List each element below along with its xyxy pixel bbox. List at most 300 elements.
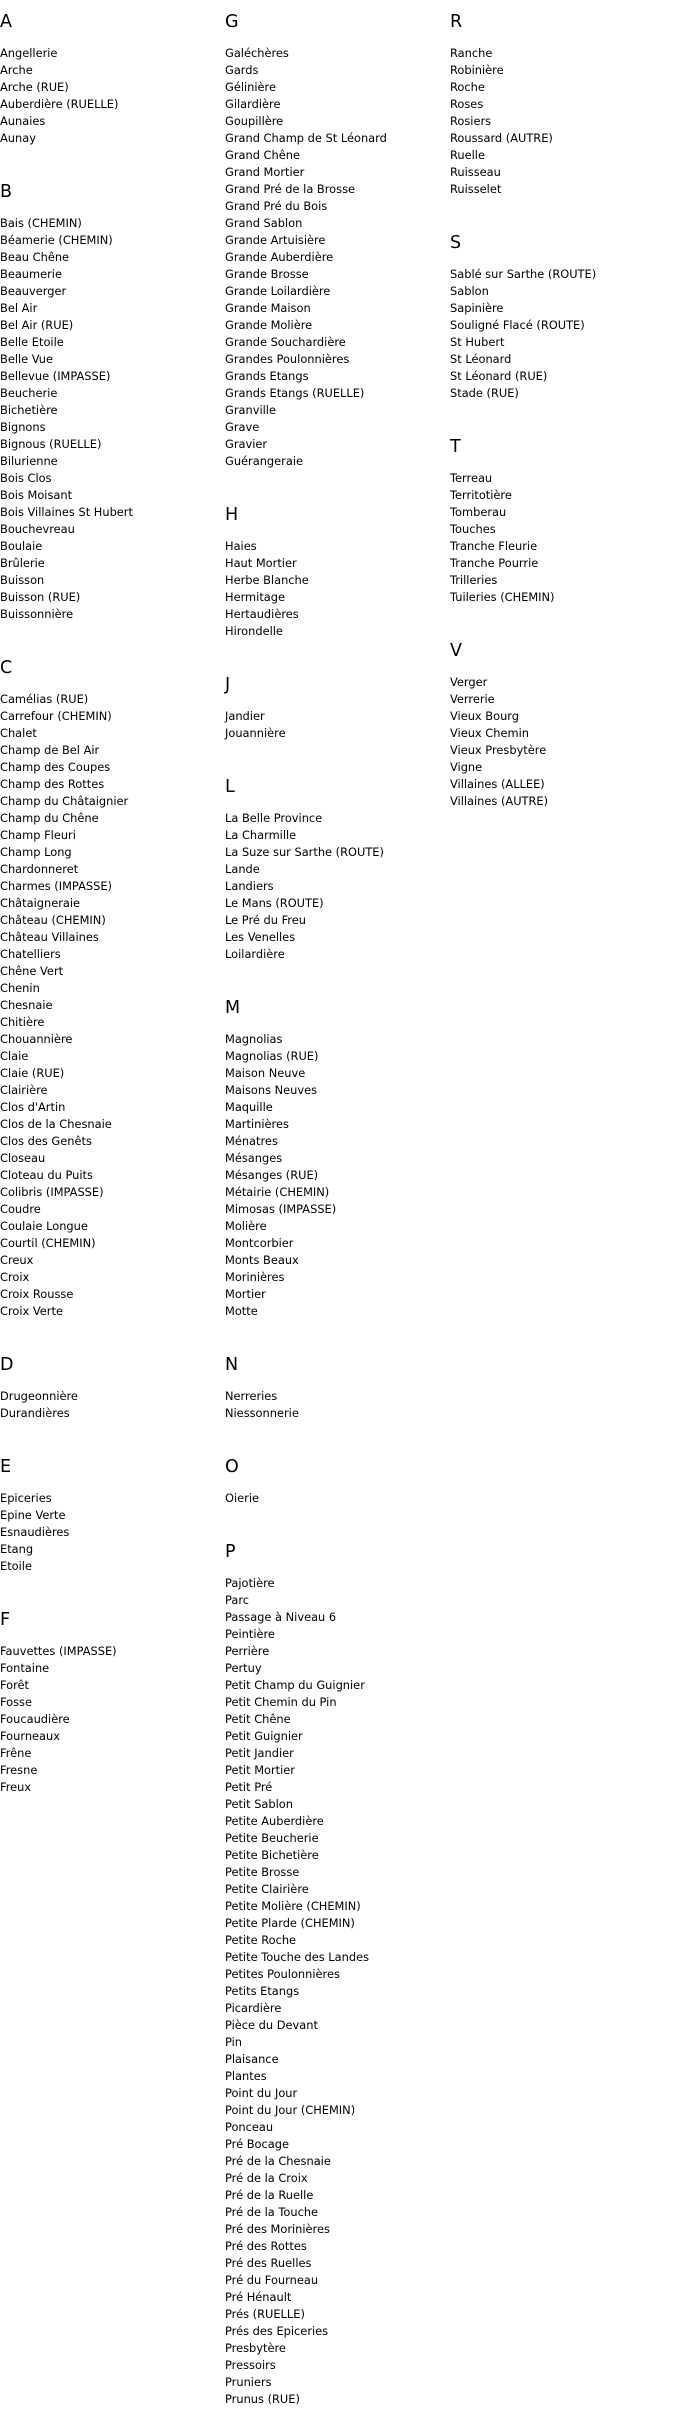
section-letter-heading: H (225, 505, 239, 525)
street-name: Grand Pré de la Brosse (225, 182, 356, 196)
street-name: La Charmille (225, 828, 297, 842)
street-name: Petite Molière (CHEMIN) (225, 1899, 361, 1913)
street-name: Colibris (IMPASSE) (0, 1185, 104, 1199)
street-name: Verrerie (450, 692, 495, 706)
street-name: Mortier (225, 1287, 266, 1301)
section-spacer (0, 1422, 220, 1446)
letter-section (450, 11, 670, 222)
street-name: Hertaudières (225, 607, 299, 621)
street-name: Bois Clos (0, 471, 52, 485)
street-name: Petite Bichetière (225, 1848, 319, 1862)
street-name: Niessonnerie (225, 1406, 299, 1420)
street-name: Champ Fleuri (0, 828, 76, 842)
street-name: Presbytère (225, 2341, 286, 2355)
street-list (225, 708, 445, 742)
street-name: Vieux Presbytère (450, 743, 547, 757)
street-name: Petite Auberdière (225, 1814, 324, 1828)
street-name: Champ Long (0, 845, 72, 859)
street-name: Morinières (225, 1270, 285, 1284)
street-name: Stade (RUE) (450, 386, 519, 400)
street-list (0, 45, 220, 147)
street-name: Chalet (0, 726, 37, 740)
section-letter-heading: P (225, 1542, 236, 1562)
section-spacer (0, 147, 220, 171)
street-list (225, 45, 445, 470)
street-name: Chitière (0, 1015, 45, 1029)
street-name: Forêt (0, 1678, 30, 1692)
street-name: Bel Air (0, 301, 38, 315)
street-name: Coulaie Longue (0, 1219, 88, 1233)
street-name: Herbe Blanche (225, 573, 309, 587)
street-name: Ruisseau (450, 165, 501, 179)
letter-section (450, 436, 670, 630)
street-name: Le Mans (ROUTE) (225, 896, 324, 910)
street-name: Pré des Ruelles (225, 2256, 312, 2270)
section-spacer (0, 1575, 220, 1599)
street-list (450, 45, 670, 198)
letter-section (0, 1609, 220, 1820)
street-name: Villaines (AUTRE) (450, 794, 549, 808)
street-name: Grande Souchardière (225, 335, 346, 349)
street-name: Creux (0, 1253, 34, 1267)
street-name: Sapinière (450, 301, 504, 315)
street-name: Chatelliers (0, 947, 61, 961)
street-name: Métairie (CHEMIN) (225, 1185, 330, 1199)
street-name: Galéchères (225, 46, 289, 60)
street-name: Ruelle (450, 148, 485, 162)
street-name: Petit Guignier (225, 1729, 303, 1743)
street-name: Chenin (0, 981, 40, 995)
street-name: Grands Etangs (RUELLE) (225, 386, 365, 400)
street-name: Rosiers (450, 114, 492, 128)
street-name: Château (CHEMIN) (0, 913, 106, 927)
street-name: Maisons Neuves (225, 1083, 318, 1097)
street-name: Bilurienne (0, 454, 58, 468)
index-column-1 (0, 0, 220, 1820)
street-name: Clos des Genêts (0, 1134, 92, 1148)
street-name: Pré de la Ruelle (225, 2188, 314, 2202)
street-name: Passage à Niveau 6 (225, 1610, 337, 1624)
street-name: Prés des Epiceries (225, 2324, 329, 2338)
street-name: Petite Clairière (225, 1882, 309, 1896)
letter-section (225, 1456, 445, 1531)
street-name: Haut Mortier (225, 556, 297, 570)
street-name: Haies (225, 539, 257, 553)
section-spacer (0, 1796, 220, 1820)
street-list (0, 215, 220, 623)
street-name: St Léonard (450, 352, 512, 366)
street-name: Tomberau (450, 505, 507, 519)
street-name: Petite Beucherie (225, 1831, 319, 1845)
street-name: Champ des Coupes (0, 760, 111, 774)
street-name: Buisson (RUE) (0, 590, 81, 604)
street-name: Chesnaie (0, 998, 53, 1012)
letter-section (225, 674, 445, 766)
street-name: Robinière (450, 63, 504, 77)
street-name: Claie (RUE) (0, 1066, 65, 1080)
street-name: Gélinière (225, 80, 276, 94)
street-name: Terreau (450, 471, 493, 485)
street-name: Cloteau du Puits (0, 1168, 93, 1182)
street-name: Petits Etangs (225, 1984, 300, 1998)
street-name: Fourneaux (0, 1729, 60, 1743)
street-name: Beauverger (0, 284, 67, 298)
street-name: Les Venelles (225, 930, 296, 944)
street-name: Maison Neuve (225, 1066, 306, 1080)
street-name: Freux (0, 1780, 32, 1794)
street-name: Oierie (225, 1491, 259, 1505)
street-name: Bel Air (RUE) (0, 318, 74, 332)
street-name: Mésanges (225, 1151, 283, 1165)
street-name: Closeau (0, 1151, 46, 1165)
street-name: St Léonard (RUE) (450, 369, 548, 383)
street-name: Petit Pré (225, 1780, 273, 1794)
street-name: Gards (225, 63, 259, 77)
street-name: Bichetière (0, 403, 58, 417)
street-name: Aunaies (0, 114, 46, 128)
street-name: La Suze sur Sarthe (ROUTE) (225, 845, 384, 859)
street-name: Mésanges (RUE) (225, 1168, 319, 1182)
letter-section (225, 1541, 445, 2432)
street-name: Belle Etoile (0, 335, 64, 349)
street-name: Fauvettes (IMPASSE) (0, 1644, 117, 1658)
section-letter-heading: M (225, 998, 241, 1018)
letter-section (225, 504, 445, 664)
street-name: Souligné Flacé (ROUTE) (450, 318, 585, 332)
street-name: Petit Champ du Guignier (225, 1678, 365, 1692)
street-name: Etang (0, 1542, 34, 1556)
street-name: Petite Roche (225, 1933, 297, 1947)
street-name: Chouannière (0, 1032, 73, 1046)
street-name: Grand Mortier (225, 165, 305, 179)
street-name: Petit Mortier (225, 1763, 295, 1777)
street-name: Brûlerie (0, 556, 45, 570)
street-name: Clairière (0, 1083, 48, 1097)
street-name: Buissonnière (0, 607, 74, 621)
street-name: Petit Sablon (225, 1797, 293, 1811)
street-name: Auberdière (RUELLE) (0, 97, 119, 111)
street-name: Montcorbier (225, 1236, 294, 1250)
street-list (225, 1490, 445, 1507)
street-name: Epine Verte (0, 1508, 66, 1522)
street-name: Béamerie (CHEMIN) (0, 233, 113, 247)
street-name: Point du Jour (225, 2086, 298, 2100)
street-name: Etoile (0, 1559, 32, 1573)
section-letter-heading: F (0, 1610, 11, 1630)
street-name: Gravier (225, 437, 268, 451)
street-name: Grande Auberdière (225, 250, 334, 264)
section-letter-heading: D (0, 1355, 14, 1375)
street-name: Pré de la Touche (225, 2205, 319, 2219)
street-name: Lande (225, 862, 260, 876)
street-name: Belle Vue (0, 352, 54, 366)
letter-section (0, 657, 220, 1344)
street-name: Vieux Chemin (450, 726, 529, 740)
street-name: Frêne (0, 1746, 32, 1760)
section-letter-heading: L (225, 777, 235, 797)
street-name: Champ de Bel Air (0, 743, 100, 757)
street-name: Bignous (RUELLE) (0, 437, 102, 451)
street-name: Petit Chêne (225, 1712, 291, 1726)
street-name: Monts Beaux (225, 1253, 299, 1267)
street-name: Drugeonnière (0, 1389, 78, 1403)
street-name: Bais (CHEMIN) (0, 216, 82, 230)
street-name: Guérangeraie (225, 454, 304, 468)
street-name: Hirondelle (225, 624, 283, 638)
street-name: Verger (450, 675, 488, 689)
street-name: Petite Brosse (225, 1865, 300, 1879)
street-name: Grand Champ de St Léonard (225, 131, 387, 145)
street-name: Jandier (225, 709, 265, 723)
street-name: Bignons (0, 420, 46, 434)
index-column-2 (225, 0, 445, 2432)
street-name: Villaines (ALLEE) (450, 777, 545, 791)
street-name: Grand Sablon (225, 216, 303, 230)
street-name: Petite Touche des Landes (225, 1950, 370, 1964)
street-name: Croix Verte (0, 1304, 63, 1318)
street-list (0, 1643, 220, 1796)
letter-section (450, 640, 670, 834)
street-name: Charmes (IMPASSE) (0, 879, 112, 893)
street-list (225, 1388, 445, 1422)
section-letter-heading: S (450, 233, 462, 253)
street-list (0, 691, 220, 1320)
street-name: Fosse (0, 1695, 32, 1709)
letter-section (0, 181, 220, 647)
street-name: Touches (450, 522, 496, 536)
street-name: Angellerie (0, 46, 58, 60)
street-name: Aunay (0, 131, 36, 145)
street-name: Pajotière (225, 1576, 275, 1590)
street-list (450, 674, 670, 810)
street-name: Gilardière (225, 97, 281, 111)
street-name: Vieux Bourg (450, 709, 520, 723)
street-name: Martinières (225, 1117, 289, 1131)
letter-section (450, 232, 670, 426)
street-name: Pré Hénault (225, 2290, 292, 2304)
street-name: La Belle Province (225, 811, 323, 825)
street-name: Ruisselet (450, 182, 502, 196)
street-name: Chêne Vert (0, 964, 64, 978)
street-name: Bouchevreau (0, 522, 75, 536)
letter-section (0, 1456, 220, 1599)
street-name: Grande Molière (225, 318, 313, 332)
street-name: Point du Jour (CHEMIN) (225, 2103, 356, 2117)
section-spacer (0, 623, 220, 647)
street-name: Petit Chemin du Pin (225, 1695, 337, 1709)
street-list (450, 470, 670, 606)
index-column-3 (450, 0, 670, 834)
street-name: Magnolias (RUE) (225, 1049, 319, 1063)
street-name: Pré de la Chesnaie (225, 2154, 331, 2168)
street-name: Grande Maison (225, 301, 311, 315)
street-name: Plaisance (225, 2052, 279, 2066)
street-name: Buisson (0, 573, 45, 587)
street-name: Epiceries (0, 1491, 52, 1505)
section-letter-heading: R (450, 12, 463, 32)
street-list (0, 1490, 220, 1575)
street-name: Pressoirs (225, 2358, 276, 2372)
street-name: Territotière (450, 488, 512, 502)
section-spacer (450, 606, 670, 630)
street-name: Pré du Fourneau (225, 2273, 319, 2287)
section-letter-heading: O (225, 1457, 239, 1477)
street-name: Coudre (0, 1202, 41, 1216)
street-name: Mimosas (IMPASSE) (225, 1202, 337, 1216)
street-name: Bois Moisant (0, 488, 73, 502)
letter-section (0, 1354, 220, 1446)
street-name: Esnaudières (0, 1525, 70, 1539)
street-name: Champ du Chêne (0, 811, 99, 825)
section-spacer (225, 1320, 445, 1344)
street-name: Camélias (RUE) (0, 692, 89, 706)
street-name: Carrefour (CHEMIN) (0, 709, 112, 723)
street-name: Boulaie (0, 539, 43, 553)
section-spacer (450, 810, 670, 834)
section-spacer (225, 640, 445, 664)
street-name: Grands Etangs (225, 369, 309, 383)
street-name: Plantes (225, 2069, 267, 2083)
street-name: Ponceau (225, 2120, 274, 2134)
section-spacer (450, 198, 670, 222)
street-name: Petites Poulonnières (225, 1967, 340, 1981)
street-name: Grande Brosse (225, 267, 309, 281)
street-name: Loilardière (225, 947, 285, 961)
street-name: Roche (450, 80, 485, 94)
street-list (450, 266, 670, 402)
street-name: Châtaigneraie (0, 896, 81, 910)
street-name: Pré des Rottes (225, 2239, 307, 2253)
street-name: Beaumerie (0, 267, 62, 281)
street-name: Château Villaines (0, 930, 99, 944)
street-name: Grandes Poulonnières (225, 352, 350, 366)
letter-section (225, 997, 445, 1344)
street-name: Sablon (450, 284, 489, 298)
section-letter-heading: C (0, 658, 13, 678)
street-name: Goupillère (225, 114, 284, 128)
street-name: Jouannière (225, 726, 286, 740)
street-name: Picardière (225, 2001, 282, 2015)
street-name: Courtil (CHEMIN) (0, 1236, 96, 1250)
street-name: Nerreries (225, 1389, 278, 1403)
street-name: Grave (225, 420, 260, 434)
street-name: Bois Villaines St Hubert (0, 505, 133, 519)
street-name: Champ des Rottes (0, 777, 105, 791)
street-name: Vigne (450, 760, 483, 774)
street-name: Maquille (225, 1100, 273, 1114)
section-letter-heading: A (0, 12, 12, 32)
street-name: Croix Rousse (0, 1287, 74, 1301)
section-letter-heading: T (450, 437, 461, 457)
street-name: Durandières (0, 1406, 70, 1420)
street-name: Tranche Pourrie (450, 556, 539, 570)
street-list (225, 538, 445, 640)
street-name: Pertuy (225, 1661, 262, 1675)
street-name: Motte (225, 1304, 258, 1318)
street-name: Pin (225, 2035, 243, 2049)
street-name: Parc (225, 1593, 250, 1607)
section-letter-heading: B (0, 182, 13, 202)
street-list (225, 1031, 445, 1320)
street-name: Prés (RUELLE) (225, 2307, 305, 2321)
street-name: Prunus (RUE) (225, 2392, 300, 2406)
street-name: Magnolias (225, 1032, 283, 1046)
street-name: Trilleries (450, 573, 498, 587)
street-name: Pièce du Devant (225, 2018, 318, 2032)
section-letter-heading: N (225, 1355, 239, 1375)
street-name: Beau Chêne (0, 250, 70, 264)
street-list (225, 810, 445, 963)
street-name: Ménatres (225, 1134, 278, 1148)
street-name: St Hubert (450, 335, 505, 349)
street-name: Champ du Châtaignier (0, 794, 129, 808)
street-name: Petite Plarde (CHEMIN) (225, 1916, 355, 1930)
section-spacer (225, 470, 445, 494)
street-name: Peintière (225, 1627, 275, 1641)
street-name: Landiers (225, 879, 274, 893)
street-name: Bellevue (IMPASSE) (0, 369, 111, 383)
section-spacer (0, 1320, 220, 1344)
letter-section (225, 11, 445, 494)
section-letter-heading: V (450, 641, 462, 661)
street-name: Pruniers (225, 2375, 272, 2389)
street-name: Perrière (225, 1644, 270, 1658)
section-letter-heading: E (0, 1457, 12, 1477)
street-name: Le Pré du Freu (225, 913, 306, 927)
section-letter-heading: G (225, 12, 239, 32)
street-list (225, 1575, 445, 2408)
letter-section (225, 1354, 445, 1446)
section-spacer (225, 963, 445, 987)
street-name: Chardonneret (0, 862, 79, 876)
section-spacer (450, 402, 670, 426)
street-name: Roussard (AUTRE) (450, 131, 553, 145)
section-spacer (225, 2408, 445, 2432)
street-name: Grand Pré du Bois (225, 199, 328, 213)
street-name: Ranche (450, 46, 493, 60)
street-name: Arche (RUE) (0, 80, 69, 94)
street-name: Grande Artuisière (225, 233, 326, 247)
section-spacer (225, 742, 445, 766)
street-name: Roses (450, 97, 484, 111)
street-name: Claie (0, 1049, 29, 1063)
street-name: Hermitage (225, 590, 286, 604)
street-name: Pré des Morinières (225, 2222, 330, 2236)
street-name: Tuileries (CHEMIN) (450, 590, 555, 604)
street-name: Molière (225, 1219, 267, 1233)
section-letter-heading: J (225, 675, 231, 695)
street-name: Clos d'Artin (0, 1100, 66, 1114)
street-name: Pré Bocage (225, 2137, 289, 2151)
street-name: Granville (225, 403, 276, 417)
letter-section (225, 776, 445, 987)
street-name: Grand Chêne (225, 148, 300, 162)
street-name: Petit Jandier (225, 1746, 294, 1760)
street-name: Foucaudière (0, 1712, 70, 1726)
section-spacer (225, 1507, 445, 1531)
street-name: Beucherie (0, 386, 58, 400)
street-name: Fontaine (0, 1661, 50, 1675)
street-name: Grande Loilardière (225, 284, 331, 298)
street-name: Arche (0, 63, 33, 77)
letter-section (0, 11, 220, 171)
section-spacer (225, 1422, 445, 1446)
street-name: Clos de la Chesnaie (0, 1117, 112, 1131)
street-name: Sablé sur Sarthe (ROUTE) (450, 267, 597, 281)
street-name: Croix (0, 1270, 30, 1284)
street-name: Pré de la Croix (225, 2171, 308, 2185)
street-list (0, 1388, 220, 1422)
